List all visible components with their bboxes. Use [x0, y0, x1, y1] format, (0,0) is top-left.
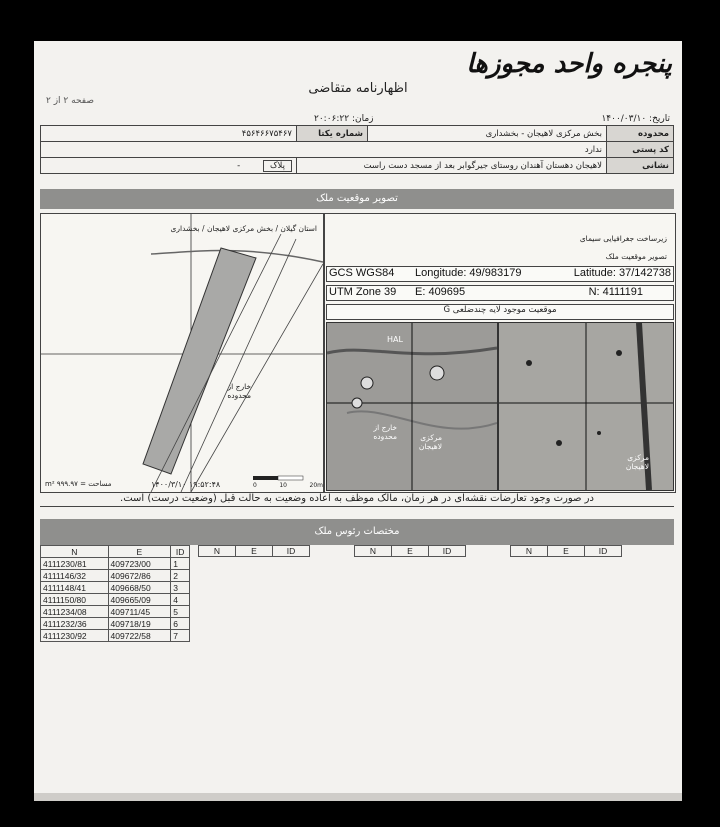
points-table-3-header — [354, 545, 466, 557]
scale-bar — [253, 482, 323, 489]
cell-e: 409711/45 — [108, 606, 171, 618]
map-label-outside: خارج از محدوده — [373, 423, 397, 441]
map-label-center-2: مرکزی لاهیجان — [625, 453, 649, 471]
cell-id: 4 — [171, 594, 190, 606]
layer-title: موقعیت موجود لایه چندضلعی G — [326, 304, 674, 320]
longitude-value: Longitude: 49/983179 — [415, 267, 522, 279]
plaque-value: - — [237, 160, 241, 171]
cell-n: 4111150/80 — [41, 594, 109, 606]
cell-id: 1 — [171, 558, 190, 570]
cell-e: 409722/58 — [108, 630, 171, 642]
cell-e: 409668/50 — [108, 582, 171, 594]
cell-n: 4111230/92 — [41, 630, 109, 642]
scale-tick-0: 0 — [253, 482, 257, 489]
notice-text: در صورت وجود تعارضات نقشه‌ای در هر زمان، مالک موظف به اعاده وضعیت به حالت قبل (وضعیت درست) است. — [40, 493, 674, 507]
cell-n: 4111148/41 — [41, 582, 109, 594]
page-title: اظهارنامه متقاضی — [308, 81, 408, 96]
unique-value: ۴۵۶۴۶۶۷۵۴۶۷ — [41, 126, 297, 142]
col-e-3: E — [392, 546, 429, 557]
coords-bar: مختصات رئوس ملک — [40, 519, 674, 545]
address-label: نشانی — [607, 158, 674, 174]
col-e: E — [108, 546, 171, 558]
map-label-center-1: مرکزی لاهیجان — [418, 433, 442, 451]
scale-tick-2: 20m — [309, 482, 323, 489]
map-subtitle: تصویر موقعیت ملک — [605, 252, 667, 261]
col-e-4: E — [548, 546, 585, 557]
table-row — [41, 582, 190, 594]
cell-id: 3 — [171, 582, 190, 594]
postal-value: ندارد — [41, 142, 607, 158]
scale-tick-1: 10 — [279, 482, 287, 489]
document-page — [34, 41, 682, 801]
table-row — [41, 594, 190, 606]
map-date: ۱۴۰۰/۳/۱۰ ۱۹:۵۲:۴۸ — [151, 480, 221, 489]
map-label-hal: HAL — [387, 335, 403, 344]
time-text: زمان: ۲۰:۰۶:۲۲ — [314, 114, 374, 124]
cell-e: 409672/86 — [108, 570, 171, 582]
address-value: لاهیجان دهستان آهندان روستای جیرگوابر بعد از مسجد دست راست — [297, 158, 607, 174]
table-row — [41, 570, 190, 582]
table-row — [41, 558, 190, 570]
col-e-2: E — [236, 546, 273, 557]
cell-n: 4111232/36 — [41, 618, 109, 630]
area-label: محدوده — [607, 126, 674, 142]
points-table — [40, 545, 190, 642]
cell-id: 5 — [171, 606, 190, 618]
date-text: تاریخ: ۱۴۰۰/۰۳/۱۰ — [601, 114, 670, 124]
satellite-image-right — [498, 322, 674, 491]
parcel-map-drawing — [41, 214, 323, 492]
gcs-label: GCS WGS84 — [329, 267, 395, 279]
latitude-value: Latitude: 37/142738 — [573, 267, 671, 279]
cell-n: 4111234/08 — [41, 606, 109, 618]
col-n: N — [41, 546, 109, 558]
cell-n: 4111146/32 — [41, 570, 109, 582]
col-n-3: N — [355, 546, 392, 557]
cell-n: 4111230/81 — [41, 558, 109, 570]
col-id-4: ID — [585, 546, 622, 557]
postal-label: کد پستی — [607, 142, 674, 158]
table-row — [41, 606, 190, 618]
col-n-2: N — [199, 546, 236, 557]
cell-e: 409723/00 — [108, 558, 171, 570]
satellite-image-left — [326, 322, 498, 491]
northing-value: N: 4111191 — [588, 286, 643, 298]
gcs-line — [326, 266, 674, 282]
info-table — [40, 125, 674, 174]
map-source: زیرساخت جغرافیایی سیمای — [579, 234, 667, 243]
utm-zone: UTM Zone 39 — [329, 286, 397, 298]
cell-e: 409718/19 — [108, 618, 171, 630]
points-table-2-header — [198, 545, 310, 557]
plaque-label: پلاک — [263, 160, 292, 172]
col-id: ID — [171, 546, 190, 558]
parcel-map — [40, 213, 324, 493]
table-row — [41, 630, 190, 642]
table-row — [41, 618, 190, 630]
outside-label: خارج از محدوده — [227, 382, 251, 400]
easting-value: E: 409695 — [415, 286, 466, 298]
points-table-4-header — [510, 545, 622, 557]
col-id-3: ID — [429, 546, 466, 557]
col-n-4: N — [511, 546, 548, 557]
satellite-texture-left — [327, 323, 497, 490]
location-bar: تصویر موقعیت ملک — [40, 189, 674, 209]
logo: پنجره واحد مجوزها — [466, 49, 672, 79]
map-caption: استان گیلان / بخش مرکزی لاهیجان / بخشداری — [170, 224, 317, 233]
cell-id: 6 — [171, 618, 190, 630]
footer-band — [34, 793, 682, 801]
map-area: مساحت = ۹۹۹.۹۷ m² — [45, 480, 112, 488]
plaque-cell — [41, 158, 297, 174]
unique-label: شماره یکتا — [297, 126, 368, 142]
utm-line — [326, 285, 674, 301]
cell-id: 7 — [171, 630, 190, 642]
area-value: بخش مرکزی لاهیجان - بخشداری — [368, 126, 607, 142]
page-number: صفحه ۲ از ۲ — [46, 96, 94, 106]
cell-e: 409665/09 — [108, 594, 171, 606]
col-id-2: ID — [273, 546, 310, 557]
cell-id: 2 — [171, 570, 190, 582]
